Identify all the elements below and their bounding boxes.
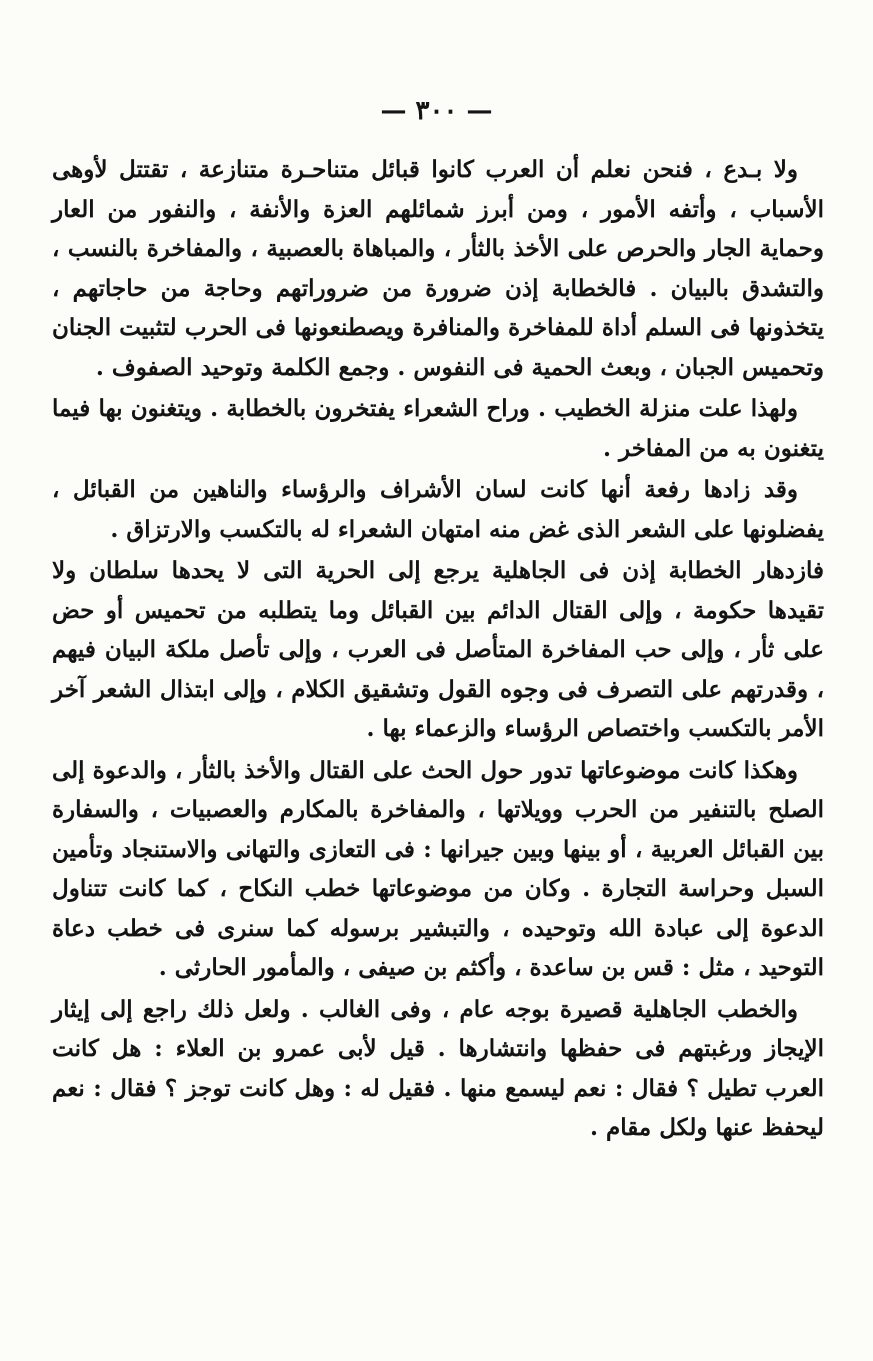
paragraph-6: والخطب الجاهلية قصيرة بوجه عام ، وفى الغالب . ولعل ذلك راجع إلى إيثار الإيجاز ورغبتهم فى حفظها وانتشارها . قيل لأبى عمرو بن العلاء : هل كانت العرب تطيل ؟ فقال : نعم ليسمع منها . فقيل له : وهل كانت توجز ؟ فقال : نعم ليحفظ عنها ولكل مقام . — [52, 995, 824, 1141]
page-body — [52, 150, 824, 1150]
paragraph-1: ولا بـدع ، فنحن نعلم أن العرب كانوا قبائل متناحـرة متنازعة ، تقتتل لأوهى الأسباب ، وأتفه الأمور ، ومن أبرز شمائلهم العزة والأنفة ، والنفور من العار وحماية الجار والحرص على الأخذ بالثأر ، والمباهاة بالعصبية ، والمفاخرة بالنسب ، والتشدق بالبيان . فالخطابة إذن ضرورة من ضروراتهم وحاجة من حاجاتهم ، يتخذونها فى السلم أداة للمفاخرة والمنافرة ويصطنعونها فى الحرب لتثبيت الجنان وتحميس الجبان ، وبعث الحمية فى النفوس . وجمع الكلمة وتوحيد الصفوف . — [52, 156, 824, 381]
paragraph-2: ولهذا علت منزلة الخطيب . وراح الشعراء يفتخرون بالخطابة . ويتغنون بها فيما يتغنون به من المفاخر . — [52, 395, 824, 462]
paragraph-3: وقد زادها رفعة أنها كانت لسان الأشراف والرؤساء والناهين من القبائل ، يفضلونها على الشعر الذى غض منه امتهان الشعراء له بالتكسب والارتزاق . — [52, 476, 824, 543]
page-number: — ٣٠٠ — — [380, 96, 493, 126]
paragraph-5: وهكذا كانت موضوعاتها تدور حول الحث على القتال والأخذ بالثأر ، والدعوة إلى الصلح بالتنفير من الحرب وويلاتها ، والمفاخرة بالمكارم والعصبيات ، والسفارة بين القبائل العربية ، أو بينها وبين جيرانها : فى التعازى والتهانى والاستنجاد وتأمين السبل وحراسة التجارة . وكان من موضوعاتها خطب النكاح ، كما كانت تتناول الدعوة إلى عبادة الله وتوحيده ، والتبشير برسوله كما سنرى فى خطب دعاة التوحيد ، مثل : قس بن ساعدة ، وأكثم بن صيفى ، والمأمور الحارثى . — [52, 756, 824, 981]
paragraph-4: فازدهار الخطابة إذن فى الجاهلية يرجع إلى الحرية التى لا يحدها سلطان ولا تقيدها حكومة ، وإلى القتال الدائم بين القبائل وما يتطلبه من تحميس أو حض على ثأر ، وإلى حب المفاخرة المتأصل فى العرب ، وإلى تأصل ملكة البيان فيهم ، وقدرتهم على التصرف فى وجوه القول وتشقيق الكلام ، وإلى ابتذال الشعر آخر الأمر بالتكسب واختصاص الرؤساء والزعماء بها . — [52, 557, 824, 742]
